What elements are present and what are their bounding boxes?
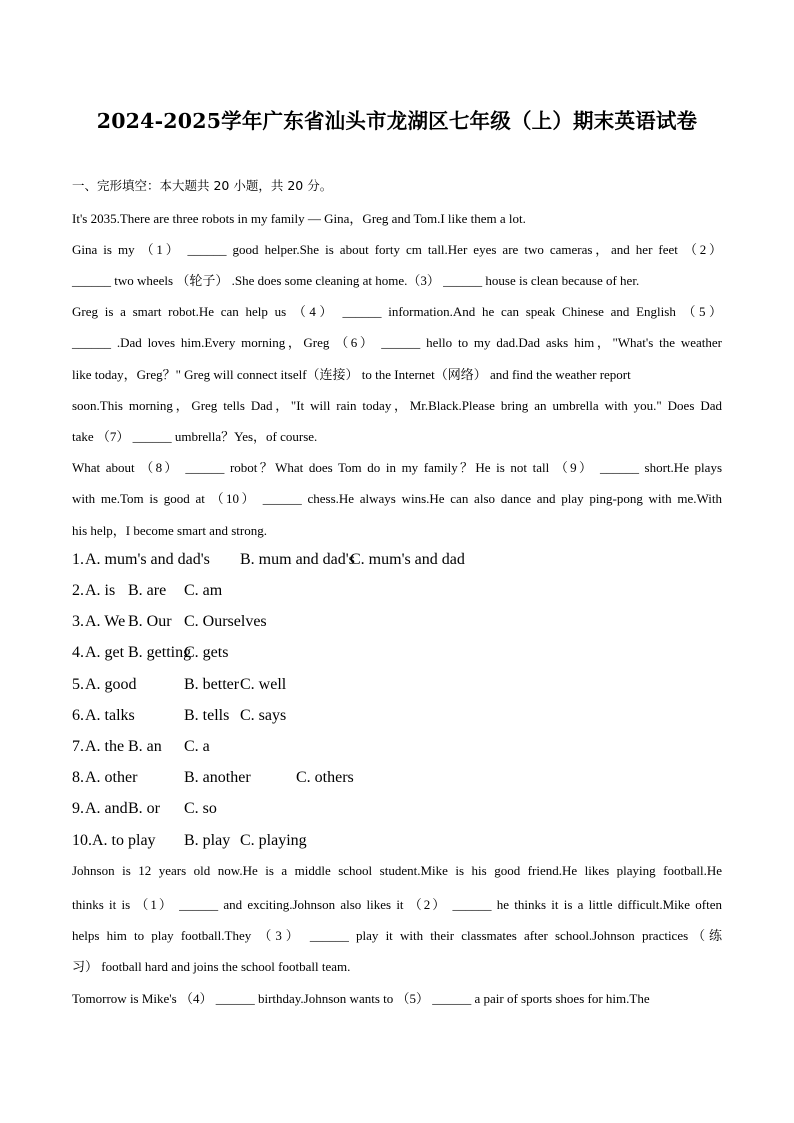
question-number: 5. [72, 676, 84, 693]
option-a[interactable]: A. good [85, 676, 137, 693]
option-b[interactable]: B. getting [128, 644, 192, 661]
option-a[interactable]: A. to play [92, 832, 156, 849]
option-b[interactable]: B. an [128, 738, 162, 755]
passage-line: thinks it is （1） ______ and exciting.Johnson also likes it （2） ______ he thinks it is a little difficult.Mike often [72, 897, 722, 912]
option-c[interactable]: C. a [184, 738, 210, 755]
question-number: 2. [72, 582, 84, 599]
option-b[interactable]: B. another [184, 769, 251, 786]
question-number: 3. [72, 613, 84, 630]
option-c[interactable]: C. Ourselves [184, 613, 267, 630]
question-number: 6. [72, 707, 84, 724]
option-c[interactable]: C. am [184, 582, 223, 599]
option-b[interactable]: B. tells [184, 707, 230, 724]
option-c[interactable]: C. says [240, 707, 287, 724]
option-a[interactable]: A. mum's and dad's [85, 551, 210, 568]
passage-line: What about （8） ______ robot？What does Tom do in my family？He is not tall （9） ______ short.He plays [72, 460, 722, 475]
question-number: 8. [72, 769, 84, 786]
option-a[interactable]: A. get [85, 644, 125, 661]
passage-line: his help，I become smart and strong. [72, 523, 267, 538]
passage-line: It's 2035.There are three robots in my family — Gina，Greg and Tom.I like them a lot. [72, 211, 526, 226]
passage-line: with me.Tom is good at （10） ______ chess.He always wins.He can also dance and play ping-pong with me.With [72, 491, 722, 506]
option-a[interactable]: A. is [85, 582, 116, 599]
passage-line: Gina is my （1） ______ good helper.She is about forty cm tall.Her eyes are two cameras，and her feet （2） [72, 242, 722, 257]
option-a[interactable]: A. We [85, 613, 126, 630]
option-c[interactable]: C. so [184, 800, 217, 817]
passage-line: ______ two wheels （轮子） .She does some cleaning at home.（3） ______ house is clean because of her. [72, 273, 640, 288]
passage-line: take （7） ______ umbrella？Yes，of course. [72, 429, 318, 444]
option-a[interactable]: A. and [85, 800, 128, 817]
question-number: 9. [72, 800, 84, 817]
passage-line: like today，Greg？" Greg will connect itself（连接） to the Internet（网络） and find the weather report [72, 367, 631, 382]
passage-line: Greg is a smart robot.He can help us （4） ______ information.And he can speak Chinese and English （5） [72, 304, 722, 319]
option-b[interactable]: B. or [128, 800, 160, 817]
question-number: 10. [72, 832, 92, 849]
option-c[interactable]: C. well [240, 676, 287, 693]
passage-line: ______ .Dad loves him.Every morning，Greg （6） ______ hello to my dad.Dad asks him，"What's the weather [72, 335, 722, 350]
option-a[interactable]: A. the [85, 738, 125, 755]
passage-line: soon.This morning，Greg tells Dad，"It will rain today，Mr.Black.Please bring an umbrella with you." Does Dad [72, 398, 722, 413]
option-b[interactable]: B. Our [128, 613, 172, 630]
passage-line: Johnson is 12 years old now.He is a middle school student.Mike is his good friend.He likes playing football.He [72, 863, 722, 878]
question-number: 4. [72, 644, 84, 661]
option-c[interactable]: C. mum's and dad [350, 551, 465, 568]
option-b[interactable]: B. play [184, 832, 231, 849]
page-title: 2024-2025学年广东省汕头市龙湖区七年级（上）期末英语试卷 [96, 109, 698, 133]
passage-line: 习） football hard and joins the school football team. [72, 959, 351, 974]
option-a[interactable]: A. talks [85, 707, 135, 724]
passage-line: helps him to play football.They （3） ______ play it with their classmates after school.Johnson practices（练 [72, 928, 722, 943]
question-number: 1. [72, 551, 84, 568]
option-b[interactable]: B. better [184, 676, 240, 693]
question-number: 7. [72, 738, 84, 755]
section-heading: 一、完形填空：本大题共 20 小题，共 20 分。 [72, 178, 333, 193]
passage-line: Tomorrow is Mike's （4） ______ birthday.Johnson wants to （5） ______ a pair of sports shoes for him.The [72, 991, 650, 1006]
option-c[interactable]: C. gets [184, 644, 229, 661]
option-a[interactable]: A. other [85, 769, 138, 786]
option-b[interactable]: B. mum and dad's [240, 551, 355, 568]
option-b[interactable]: B. are [128, 582, 167, 599]
option-c[interactable]: C. others [296, 769, 354, 786]
option-c[interactable]: C. playing [240, 832, 307, 849]
